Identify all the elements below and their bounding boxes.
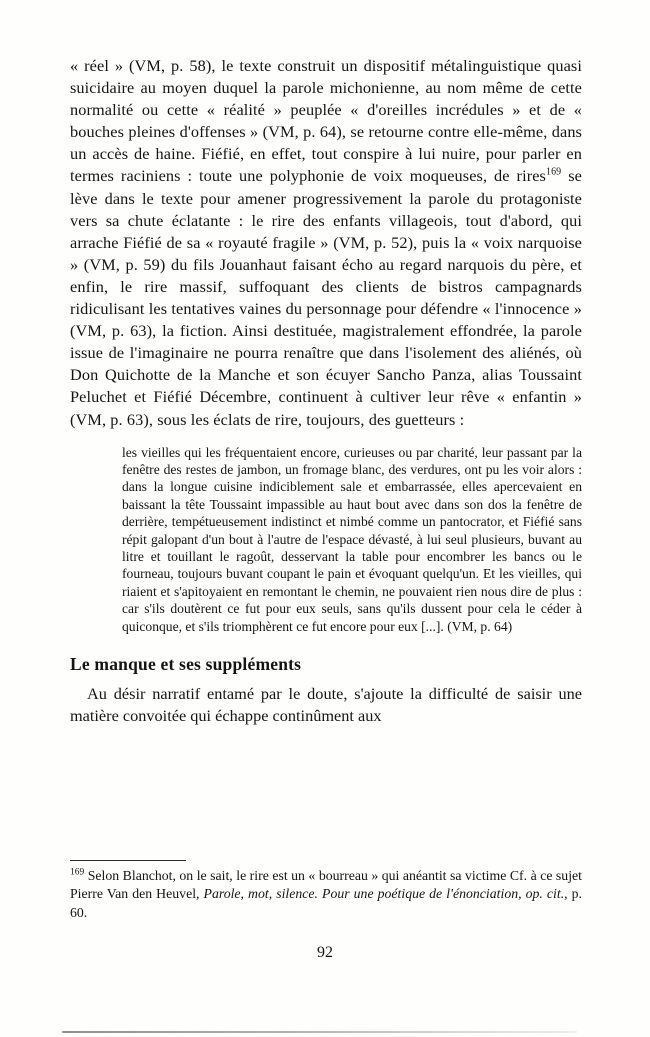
footnote-cited-title: Parole, mot, silence. Pour une poétique de l'énonciation, op. cit. [203, 886, 565, 902]
section-heading: Le manque et ses suppléments [70, 654, 302, 675]
footnote-marker: 169 [70, 867, 85, 878]
footnote-area [70, 860, 582, 922]
footnote-text: Selon Blanchot, on le sait, le rire est un « bourreau » qui anéantit sa victime Cf. à ce sujet Pierre Van den Heuvel, [70, 868, 582, 902]
second-paragraph: Au désir narratif entamé par le doute, s'ajoute la difficulté de saisir une matière convoitée qui échappe continûment aux [70, 684, 582, 726]
footnote-reference-superscript: 169 [545, 167, 562, 179]
block-quote: les vieilles qui les fréquentaient encore, curieuses ou par charité, leur passant par la fenêtre des restes de jambon, un fromage blanc, des verdures, ont pu les voir alors : dans la longue cuisine indiciblement sale et embarrassée, elles apercevaient en baissant la tête Toussaint impassible au haut bout avec dans son dos la fenêtre de derrière, tempétueusement indistinct et nimbé comme un pantocrator, et Fiéfié sans répit galopant d'un bout à l'autre de l'espace dévasté, à lui seul plusieurs, buvant au litre et touillant le ragoût, desservant la table pour encombrer les bancs ou le fourneau, toujours buvant coupant le pain et évoquant quelqu'un. Et les vieilles, qui riaient et s'apitoyaient en remontant le chemin, ne pouvaient rien nous dire de plus : car s'ils doutèrent ce fut pour eux seuls, sans qu'ils dussent pour cela le céder à quiconque, et s'ils triomphèrent ce fut encore pour eux [...]. (VM, p. 64) [122, 444, 582, 634]
footnote [70, 867, 582, 922]
main-paragraph-text-before-ref: « réel » (VM, p. 58), le texte construit un dispositif métalinguistique quasi suicidaire au moyen duquel la parole michonienne, au nom même de cette normalité ou cette « réalité » peuplée « d'oreilles incrédules » et de « bouches pleines d'offenses » (VM, p. 64), se retourne contre elle-même, dans un accès de haine. Fiéfié, en effet, tout conspire à lui nuire, pour parler en termes raciniens : toute une polyphonie de voix moqueuses, de rires [70, 56, 582, 186]
scan-edge-artifact [62, 1031, 577, 1033]
page-body [70, 55, 582, 727]
footnote-separator-rule [70, 860, 186, 861]
main-paragraph [70, 55, 582, 431]
page-number: 92 [317, 944, 333, 961]
main-paragraph-text-after-ref: se lève dans le texte pour amener progressivement la parole du protagoniste vers sa chute éclatante : le rire des enfants villageois, tout d'abord, qui arrache Fiéfié de sa « royauté fragile » (VM, p. 52), puis la « voix narquoise » (VM, p. 59) du fils Jouanhaut faisant écho au regard narquois du père, et enfin, le rire massif, suffoquant des clients de bistros campagnards ridiculisant les tentatives vaines du personnage pour défendre « l'innocence » (VM, p. 63), la fiction. Ainsi destituée, magistralement effondrée, la parole issue de l'imaginaire ne pourra renaître que dans l'isolement des aliénés, où Don Quichotte de la Manche et son écuyer Sancho Panza, alias Toussaint Peluchet et Fiéfié Décembre, continuent à cultiver leur rêve « enfantin » (VM, p. 63), sous les éclats de rire, toujours, des guetteurs : [70, 166, 582, 429]
footnote-tail: , p. 60. [70, 886, 582, 920]
